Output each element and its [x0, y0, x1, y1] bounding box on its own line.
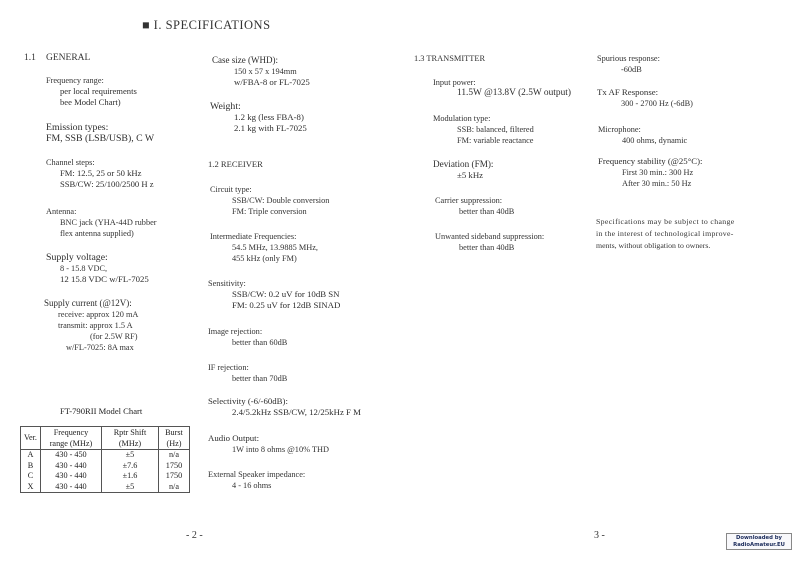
model-chart-table [20, 426, 190, 493]
sideband-suppression-block: Unwanted sideband suppression: better than 40dB [435, 232, 545, 252]
supply-voltage-block: Supply voltage: 8 - 15.8 VDC, 12 15.8 VDC w/FL-7025 [46, 252, 149, 284]
table-header-shift: Rptr Shift (MHz) [101, 427, 158, 450]
page-title: ■ I. SPECIFICATIONS [142, 18, 271, 32]
table-row: C 430 - 440 ±1.6 1750 [21, 471, 190, 482]
table-header-ver: Ver. [21, 427, 41, 450]
download-badge[interactable]: Downloaded by RadioAmateur.EU [726, 533, 792, 550]
selectivity-block: Selectivity (-6/-60dB): 2.4/5.2kHz SSB/CW, 12/25kHz F M [208, 396, 361, 417]
page-number-right: 3 - [594, 530, 605, 541]
table-row: B 430 - 440 ±7.6 1750 [21, 461, 190, 472]
deviation-block: Deviation (FM): ±5 kHz [433, 159, 494, 180]
image-rejection-block: Image rejection: better than 60dB [208, 327, 288, 347]
frequency-stability-block: Frequency stability (@25°C): First 30 min.: 300 Hz After 30 min.: 50 Hz [598, 156, 703, 188]
emission-block: Emission types: FM, SSB (LSB/USB), C W [46, 122, 155, 144]
carrier-suppression-block: Carrier suppression: better than 40dB [435, 196, 515, 216]
frequency-range-block: Frequency range: per local requirements bee Model Chart) [46, 76, 137, 107]
if-rejection-block: IF rejection: better than 70dB [208, 363, 288, 383]
case-size-block: Case size (WHD): 150 x 57 x 194mm w/FBA-8 or FL-7025 [212, 55, 310, 87]
table-header-frequency: Frequency range (MHz) [40, 427, 101, 450]
circuit-type-block: Circuit type: SSB/CW: Double conversion FM: Triple conversion [210, 185, 330, 216]
microphone-block: Microphone: 400 ohms, dynamic [598, 125, 688, 145]
model-chart-title: FT-790RII Model Chart [60, 406, 143, 416]
table-row: A 430 - 450 ±5 n/a [21, 450, 190, 461]
general-heading-number: 1.1 [24, 53, 36, 63]
receiver-heading: 1.2 RECEIVER [208, 159, 263, 169]
specifications-note: Specifications may be subject to change in the interest of technological improve- ments, without obligation to owners. [596, 217, 735, 250]
spurious-block: Spurious response: -60dB [597, 54, 660, 74]
table-header-burst: Burst (Hz) [158, 427, 189, 450]
sensitivity-block: Sensitivity: SSB/CW: 0.2 uV for 10dB SN FM: 0.25 uV for 12dB SINAD [208, 279, 341, 310]
intermediate-freq-block: Intermediate Frequencies: 54.5 MHz, 13.9885 MHz, 455 kHz (only FM) [210, 232, 318, 263]
tx-af-response-block: Tx AF Response: 300 - 2700 Hz (-6dB) [597, 87, 693, 108]
weight-block: Weight: 1.2 kg (less FBA-8) 2.1 kg with FL-7025 [210, 101, 307, 133]
general-heading: GENERAL [46, 53, 91, 63]
supply-current-block: Supply current (@12V): receive: approx 120 mA transmit: approx 1.5 A (for 2.5W RF) w/FL-7025: 8A max [44, 298, 139, 352]
speaker-impedance-block: External Speaker impedance: 4 - 16 ohms [208, 470, 306, 490]
transmitter-heading: 1.3 TRANSMITTER [414, 54, 486, 63]
table-row: X 430 - 440 ±5 n/a [21, 482, 190, 493]
input-power-block: Input power: 11.5W @13.8V (2.5W output) [433, 78, 572, 98]
audio-output-block: Audio Output: 1W into 8 ohms @10% THD [208, 433, 329, 454]
page-number-left: - 2 - [186, 530, 203, 541]
modulation-block: Modulation type: SSB: balanced, filtered FM: variable reactance [433, 114, 534, 145]
antenna-block: Antenna: BNC jack (YHA-44D rubber flex antenna supplied) [46, 207, 157, 238]
channel-steps-block: Channel steps: FM: 12.5, 25 or 50 kHz SSB/CW: 25/100/2500 H z [46, 158, 154, 189]
